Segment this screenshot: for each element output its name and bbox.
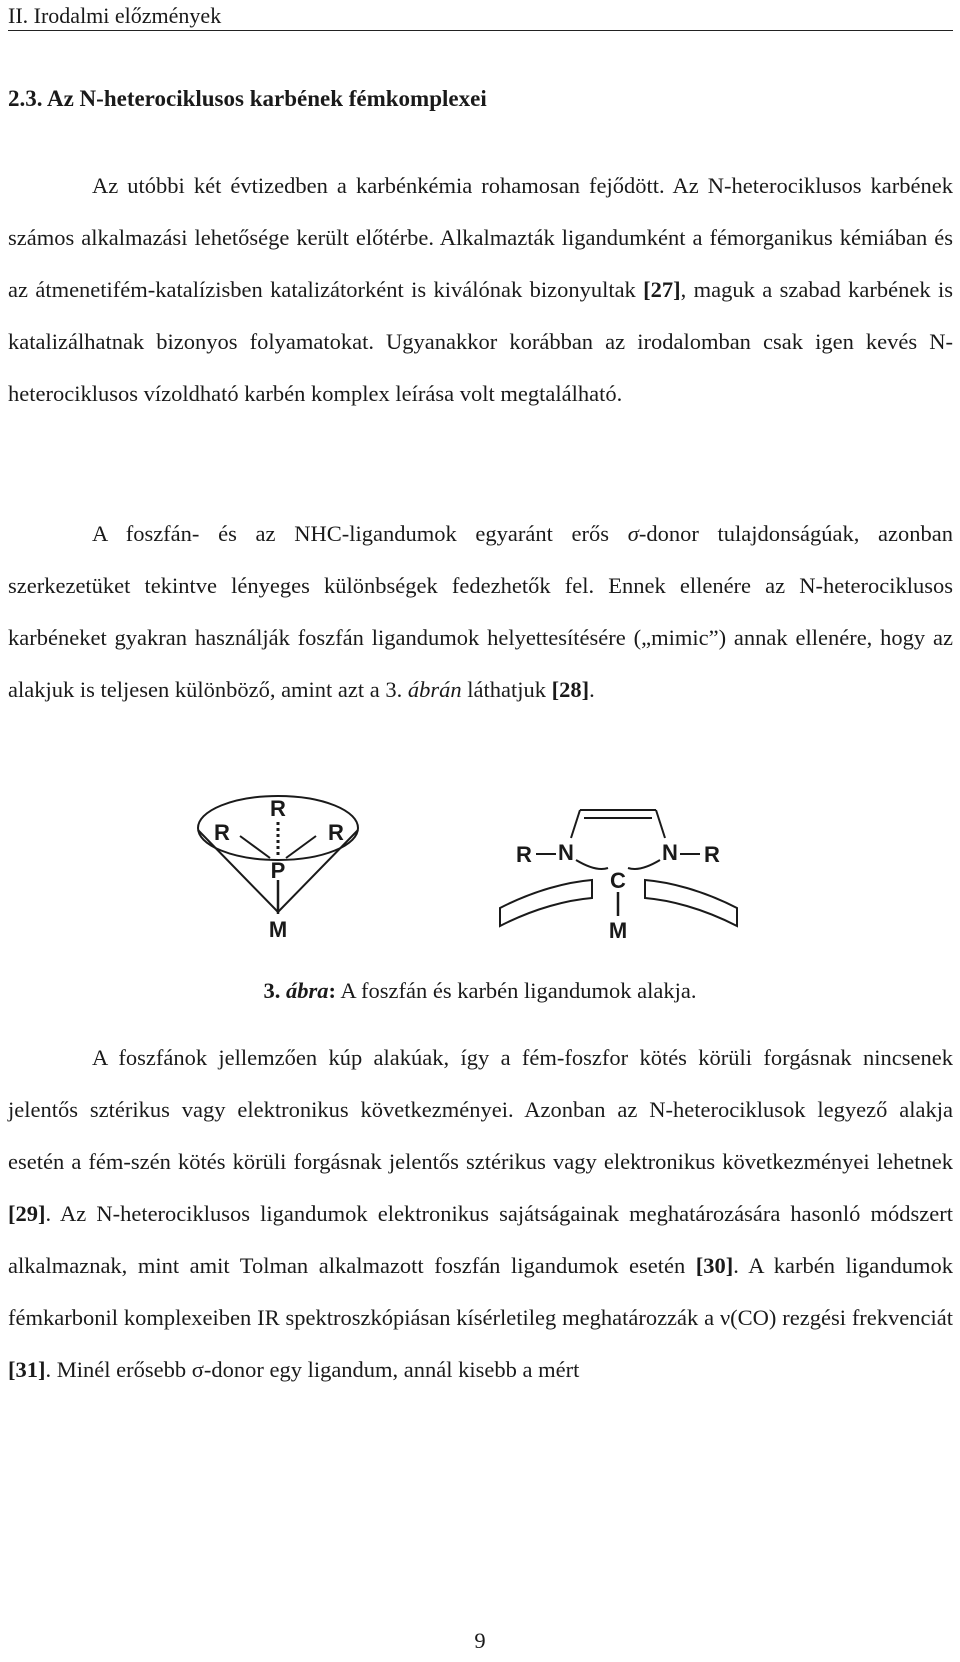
caption-text: A foszfán és karbén ligandumok alakja. [335, 978, 697, 1003]
n-c-left-bond [576, 860, 608, 869]
ring-left-bond [571, 810, 580, 838]
ligand-shape-figure [190, 790, 750, 960]
p-r-right-bond [286, 836, 316, 858]
paragraph-2-text-d: . [589, 677, 595, 702]
running-header [8, 2, 953, 31]
nhc-r-left: R [516, 842, 532, 867]
citation-28: [28] [551, 677, 590, 702]
paragraph-2-text-a: A foszfán- és az NHC-ligandumok egyaránt erős [92, 521, 628, 546]
p-r-left-bond [240, 836, 270, 858]
figure-caption [0, 978, 960, 1004]
phosphorus-atom: P [270, 858, 286, 883]
section-title: 2.3. Az N-heterociklusos karbének fémkomplexei [8, 86, 487, 111]
phosphine-r-left: R [214, 820, 230, 845]
running-header-text: II. Irodalmi előzmények [8, 3, 222, 28]
phosphine-metal: M [268, 917, 288, 942]
n-c-right-bond [628, 860, 660, 869]
figure-reference: ábrán [407, 677, 462, 702]
ligand-structures-drawing [190, 790, 750, 960]
paragraph-1-text-a: Az utóbbi két évtizedben a karbénkémia rohamosan fejődött. Az N-heterociklusos karbének számos alkalmazási lehetősége került előtérbe. Alkalmazták ligandumként a fémorganikus kémiában és az átmenetifém-katalízisben katalizátorként is kiválónak bizonyultak [8, 173, 953, 302]
caption-colon: : [328, 978, 336, 1003]
paragraph-2 [8, 508, 953, 716]
caption-label: ábra [285, 978, 329, 1003]
paragraph-2-text-c: láthatjuk [461, 677, 552, 702]
phosphine-r-right: R [328, 820, 344, 845]
carbene-carbon: C [610, 868, 626, 893]
nitrogen-right: N [662, 840, 678, 865]
citation-29: [29] [8, 1201, 46, 1226]
ring-right-bond [656, 810, 665, 838]
citation-27: [27] [643, 277, 681, 302]
paragraph-3-text-c: . A karbén ligandumok fémkarbonil komplexeiben IR spektroszkópiásan kísérletileg meghatározzák a ν(CO) rezgési frekvenciát [8, 1253, 953, 1330]
citation-31: [31] [8, 1357, 46, 1382]
paragraph-1-text-b: , maguk a szabad karbének is katalizálhatnak bizonyos folyamatokat. Ugyanakkor korábban az irodalomban csak igen kevés N-heterociklusos vízoldható karbén komplex leírása volt megtalálható. [8, 277, 953, 406]
paragraph-1 [8, 160, 953, 420]
paragraph-3-text-d: . Minél erősebb σ-donor egy ligandum, annál kisebb a mért [45, 1357, 580, 1382]
fan-left-wing [500, 880, 592, 926]
nhc-r-right: R [704, 842, 720, 867]
nhc-metal: M [608, 918, 628, 943]
phosphine-cone-diagram [198, 796, 358, 942]
citation-30: [30] [695, 1253, 734, 1278]
page-number: 9 [474, 1628, 486, 1653]
phosphine-r-top: R [270, 796, 286, 821]
nhc-fan-diagram [500, 810, 737, 943]
fan-right-wing [645, 880, 737, 926]
nitrogen-left: N [558, 840, 574, 865]
paragraph-2-text-b: -donor tulajdonságúak, azonban szerkezetüket tekintve lényeges különbségek fedezhetők fel. Ennek ellenére az N-heterociklusos karbéneket gyakran használják foszfán ligandumok helyettesítésére („mimic”) annak ellenére, hogy az alakjuk is teljesen különböző, amint azt a 3. [8, 521, 954, 702]
paragraph-3-text-a: A foszfánok jellemzően kúp alakúak, így a fém-foszfor kötés körüli forgásnak nincsenek jelentős sztérikus vagy elektronikus következményei. Azonban az N-heterociklusok legyező alakja esetén a fém-szén kötés körüli forgásnak jelentős sztérikus vagy elektronikus következményei lehetnek [8, 1045, 953, 1174]
paragraph-3 [8, 1032, 953, 1396]
paragraph-3-text-b: . Az N-heterociklusos ligandumok elektronikus sajátságainak meghatározására hasonló módszert alkalmaznak, mint amit Tolman alkalmazott foszfán ligandumok esetén [8, 1201, 953, 1278]
cone-left-edge [198, 830, 278, 912]
cone-right-edge [278, 830, 358, 912]
sigma-symbol: σ [627, 521, 639, 546]
caption-number: 3. [263, 978, 281, 1003]
